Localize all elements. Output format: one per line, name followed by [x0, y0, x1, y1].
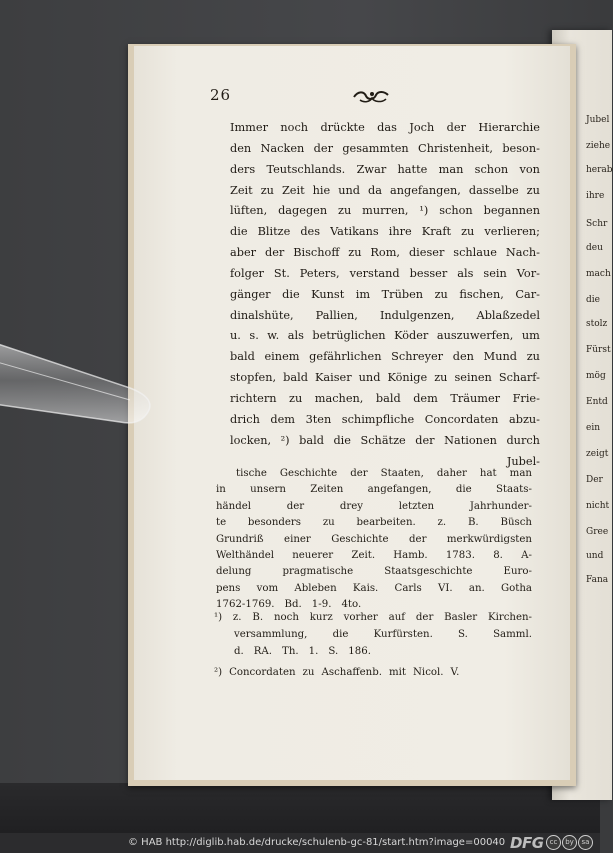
- word: folger: [230, 266, 264, 280]
- word: versammlung,: [234, 629, 308, 640]
- word: sein: [483, 266, 507, 280]
- word: Staaten,: [380, 468, 424, 479]
- table-edge: [0, 783, 600, 833]
- word: unsern: [250, 484, 286, 496]
- text-line: [230, 201, 540, 222]
- word: gänger: [230, 287, 271, 301]
- word: beson-: [502, 141, 540, 155]
- word: einer: [284, 533, 311, 545]
- word: vorher: [343, 612, 378, 623]
- word: Carls: [394, 582, 422, 594]
- word: zu: [322, 517, 335, 529]
- word: der: [415, 433, 435, 447]
- word: und: [358, 371, 381, 385]
- text-line: [230, 431, 540, 452]
- word: zu: [260, 183, 274, 197]
- text-line: [230, 389, 540, 410]
- word: neuerer: [292, 549, 334, 561]
- word: z.: [232, 612, 242, 623]
- text-line: [214, 609, 532, 626]
- word: verstand: [349, 266, 400, 280]
- word: Mund: [483, 350, 518, 364]
- word: Büsch: [500, 517, 532, 529]
- text-line: [230, 181, 540, 202]
- text-line: [214, 664, 532, 681]
- word: das: [377, 121, 397, 134]
- word: Geschichte: [279, 468, 338, 479]
- word: besser: [409, 266, 448, 280]
- word: zu: [434, 371, 448, 385]
- word: u.: [230, 329, 241, 343]
- word: Zeiten: [310, 484, 344, 496]
- word: dieser: [408, 246, 445, 260]
- text-line: [230, 410, 540, 431]
- text-line: [230, 118, 540, 139]
- word: Staatsgeschichte: [384, 566, 473, 578]
- word: zu: [434, 287, 448, 301]
- word: ¹): [419, 204, 429, 218]
- next-page-fragment: Gree: [586, 527, 609, 537]
- cc-icon[interactable]: cc: [546, 835, 561, 850]
- footer-bar: [0, 833, 600, 853]
- word: von: [519, 162, 540, 176]
- word: Car-: [515, 287, 540, 301]
- word: begannen: [483, 204, 540, 218]
- word: Th.: [282, 646, 299, 657]
- word: Kais.: [352, 582, 379, 594]
- word: Christenheit,: [418, 141, 493, 155]
- word: s.: [249, 329, 259, 343]
- word: bald: [299, 433, 324, 447]
- word: ihre: [388, 225, 412, 239]
- word: VI.: [438, 582, 453, 594]
- word: Zeit.: [351, 549, 376, 561]
- word: Geschichte: [331, 533, 389, 545]
- word: Blitze: [257, 225, 291, 239]
- sa-icon[interactable]: sa: [578, 835, 593, 850]
- word: Köder: [394, 329, 429, 343]
- word: RA.: [253, 646, 273, 657]
- text-line: [214, 643, 532, 660]
- word: B.: [467, 517, 479, 529]
- word: schlaue: [453, 246, 497, 260]
- word: murren,: [362, 204, 409, 218]
- page-holder-clip: [0, 330, 160, 430]
- word: 1.: [308, 646, 319, 657]
- word: gefährlichen: [309, 350, 382, 364]
- word: zu: [461, 225, 475, 239]
- word: Nicol.: [413, 667, 444, 678]
- main-text-block: [230, 118, 540, 472]
- word: bald: [283, 371, 308, 385]
- word: Peters,: [299, 266, 340, 280]
- word: Welthändel: [216, 549, 275, 561]
- text-line: [214, 626, 532, 643]
- word: die: [333, 433, 351, 447]
- catchword-text: Jubel-: [506, 454, 540, 468]
- word: die: [455, 484, 472, 496]
- word: drey: [339, 500, 363, 512]
- word: Gotha: [500, 582, 532, 594]
- word: letzten: [398, 500, 435, 512]
- word: Aschaffenb.: [321, 667, 382, 678]
- word: Nacken: [260, 141, 305, 155]
- word: Nationen: [444, 433, 497, 447]
- word: Könige: [387, 371, 428, 385]
- word: 1-9.: [311, 599, 332, 611]
- word: Scharf-: [498, 371, 540, 385]
- word: delung: [216, 566, 252, 578]
- word: des: [300, 225, 321, 239]
- word: abzu-: [508, 412, 540, 426]
- text-line: [230, 306, 540, 327]
- next-page-fragment: ihre: [586, 191, 605, 201]
- word: S.: [458, 629, 468, 640]
- word: St.: [273, 266, 290, 280]
- word: einem: [264, 350, 300, 364]
- word: Schreyer: [391, 350, 444, 364]
- word: zu: [302, 667, 315, 678]
- word: Schätze: [360, 433, 406, 447]
- word: Nach-: [505, 246, 540, 260]
- word: händel: [216, 500, 252, 512]
- word: 3ten: [305, 412, 332, 426]
- word: hie: [312, 183, 331, 197]
- word: Pallien,: [315, 308, 358, 322]
- next-page-fragment: Entd: [586, 397, 608, 407]
- word: auszuwerfen,: [436, 329, 514, 343]
- word: Träumer: [450, 391, 501, 405]
- word: Kunst: [311, 287, 345, 301]
- word: zu: [526, 183, 540, 197]
- word: drückte: [320, 121, 365, 134]
- word: dagegen: [278, 204, 328, 218]
- word: daher: [436, 468, 467, 479]
- text-line: [216, 564, 532, 580]
- word: te: [216, 517, 227, 529]
- text-line: [230, 264, 540, 285]
- next-page-fragment: nicht: [586, 501, 610, 511]
- word: Joch: [409, 121, 435, 134]
- word: Concordaten: [424, 412, 499, 426]
- word: noch: [273, 612, 299, 623]
- next-page-fragment: Der: [586, 475, 603, 485]
- text-line: [230, 285, 540, 306]
- word: zu: [289, 391, 303, 405]
- next-page-fragment: ein: [586, 423, 601, 433]
- word: Frie-: [512, 391, 540, 405]
- word: ²): [280, 433, 290, 447]
- word: den: [230, 141, 252, 155]
- word: Kirchen-: [487, 612, 532, 623]
- word: Kaiser: [314, 371, 352, 385]
- word: aber: [230, 246, 257, 260]
- word: Kurfürsten.: [373, 629, 433, 640]
- word: Concordaten: [229, 667, 296, 678]
- word: bald: [375, 391, 401, 405]
- word: den: [452, 350, 474, 364]
- copyright-link[interactable]: © HAB http://diglib.hab.de/drucke/schulenb-gc-81/start.htm?image=00040: [128, 837, 506, 848]
- word: vom: [256, 582, 279, 594]
- word: der: [350, 468, 368, 479]
- word: hatte: [397, 162, 428, 176]
- word: zu: [338, 204, 352, 218]
- text-line: [216, 548, 532, 564]
- word: angefangen,: [367, 484, 432, 496]
- word: und: [338, 183, 361, 197]
- word: machen,: [314, 391, 364, 405]
- word: verlieren;: [484, 225, 540, 239]
- word: dem: [413, 391, 438, 405]
- word: Zeit: [230, 183, 253, 197]
- next-page-fragment: ziehe: [586, 141, 611, 151]
- word: bearbeiten.: [356, 517, 416, 529]
- dfg-logo: DFG: [510, 834, 544, 852]
- word: im: [355, 287, 371, 301]
- word: zu: [526, 350, 540, 364]
- word: kurz: [309, 612, 333, 623]
- word: stopfen,: [230, 371, 277, 385]
- word: schon: [474, 162, 509, 176]
- text-line: [230, 243, 540, 264]
- next-page-fragment: Jubel: [586, 115, 610, 125]
- word: 4to.: [341, 599, 362, 611]
- word: Jahrhunder-: [469, 500, 532, 512]
- text-line: [216, 466, 532, 482]
- word: Indulgenzen,: [379, 308, 455, 322]
- word: ¹): [214, 612, 223, 623]
- next-page-fragment: herab: [586, 165, 613, 175]
- word: der: [313, 141, 333, 155]
- word: der: [415, 612, 434, 623]
- word: man: [509, 468, 532, 479]
- word: mit: [389, 667, 407, 678]
- next-page-fragment: zeigt: [586, 449, 609, 459]
- word: 8.: [493, 549, 503, 561]
- next-page-fragment: stolz: [586, 319, 608, 329]
- text-line: [216, 532, 532, 548]
- word: Grundriß: [216, 533, 264, 545]
- word: S.: [328, 646, 339, 657]
- word: die: [282, 287, 300, 301]
- next-page-fragment: mach: [586, 269, 611, 279]
- word: Ableben: [294, 582, 337, 594]
- word: betrüglichen: [312, 329, 386, 343]
- word: der: [409, 533, 427, 545]
- word: dasselbe: [468, 183, 519, 197]
- word: Immer: [230, 121, 268, 134]
- word: dinalshüte,: [230, 308, 294, 322]
- word: Ablaßzedel: [476, 308, 540, 322]
- ornament-icon: [352, 88, 392, 104]
- word: w.: [267, 329, 280, 343]
- word: Vor-: [516, 266, 540, 280]
- word: Hierarchie: [478, 121, 540, 134]
- word: Trüben: [381, 287, 424, 301]
- word: der: [286, 500, 305, 512]
- word: 186.: [348, 646, 371, 657]
- word: um: [521, 329, 540, 343]
- word: der: [446, 121, 466, 134]
- word: seinen: [454, 371, 492, 385]
- word: noch: [280, 121, 309, 134]
- word: in: [216, 484, 226, 496]
- word: zu: [348, 246, 362, 260]
- text-line: [216, 515, 532, 531]
- word: pragmatische: [282, 566, 354, 578]
- footnote-2: [214, 664, 532, 681]
- word: als: [287, 329, 304, 343]
- word: locken,: [230, 433, 272, 447]
- next-page-fragment: die: [586, 295, 600, 305]
- word: Vatikans: [330, 225, 379, 239]
- word: die: [332, 629, 349, 640]
- word: hat: [479, 468, 497, 479]
- word: B.: [252, 612, 264, 623]
- next-page-fragment: deu: [586, 243, 603, 253]
- word: tische: [236, 468, 267, 479]
- word: Staats-: [495, 484, 532, 496]
- next-page-fragment: Fana: [586, 575, 609, 585]
- word: besonders: [247, 517, 302, 529]
- next-page-fragment: mög: [586, 371, 606, 381]
- footnote-continuation: [216, 466, 532, 614]
- word: Bd.: [284, 599, 302, 611]
- word: die: [230, 225, 248, 239]
- word: an.: [468, 582, 485, 594]
- word: auf: [388, 612, 406, 623]
- text-line: [216, 499, 532, 515]
- text-line: [216, 581, 532, 597]
- page-number: 26: [210, 86, 232, 104]
- word: bald: [230, 350, 255, 364]
- text-line: [230, 139, 540, 160]
- word: z.: [437, 517, 447, 529]
- word: lüften,: [230, 204, 268, 218]
- word: Zeit: [281, 183, 305, 197]
- word: Rom,: [370, 246, 401, 260]
- word: ²): [214, 667, 223, 678]
- word: 1783.: [445, 549, 475, 561]
- word: Kraft: [421, 225, 452, 239]
- text-line: [216, 482, 532, 498]
- word: Bischoff: [293, 246, 340, 260]
- word: Samml.: [493, 629, 532, 640]
- word: A-: [521, 549, 532, 561]
- text-line: [230, 347, 540, 368]
- word: Euro-: [503, 566, 532, 578]
- word: da: [368, 183, 382, 197]
- word: Teutschlands.: [266, 162, 346, 176]
- word: angefangen,: [389, 183, 461, 197]
- word: gesammten: [342, 141, 409, 155]
- next-page-fragment: und: [586, 551, 604, 561]
- word: d.: [234, 646, 244, 657]
- word: schimpfliche: [341, 412, 415, 426]
- word: ders: [230, 162, 256, 176]
- word: merkwürdigsten: [446, 533, 532, 545]
- next-page-fragment: Fürst: [586, 345, 611, 355]
- text-line: [230, 222, 540, 243]
- word: Hamb.: [393, 549, 428, 561]
- word: 1762-1769.: [216, 599, 275, 611]
- footnote-1: [214, 609, 532, 660]
- word: pens: [216, 582, 241, 594]
- word: V.: [450, 667, 460, 678]
- word: dem: [270, 412, 296, 426]
- word: der: [264, 246, 285, 260]
- word: richtern: [230, 391, 277, 405]
- word: als: [457, 266, 474, 280]
- word: fischen,: [459, 287, 504, 301]
- word: drich: [230, 412, 260, 426]
- text-line: [230, 160, 540, 181]
- word: schon: [439, 204, 473, 218]
- word: Basler: [444, 612, 478, 623]
- by-icon[interactable]: by: [562, 835, 577, 850]
- text-line: [230, 368, 540, 389]
- text-line: [230, 326, 540, 347]
- word: Zwar: [356, 162, 387, 176]
- word: man: [438, 162, 464, 176]
- word: durch: [506, 433, 540, 447]
- next-page-fragment: Schr: [586, 219, 608, 229]
